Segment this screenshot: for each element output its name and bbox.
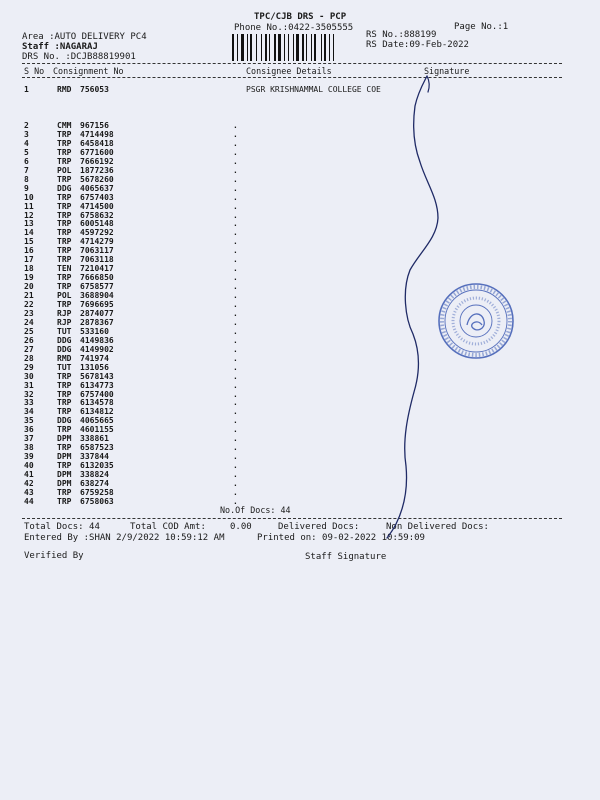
row-consignment-number: 7063118 — [80, 255, 114, 265]
row-prefix: TRP — [57, 461, 72, 471]
row-sno: 24 — [24, 317, 34, 327]
row-sno: 22 — [24, 300, 34, 309]
row-prefix: RJP — [57, 308, 72, 318]
row-consignment-number: 6134578 — [80, 398, 114, 408]
row-consignment-number: 338861 — [80, 434, 109, 444]
row-consignment-number: 6132035 — [80, 461, 114, 471]
table-row — [0, 184, 600, 193]
row-consignment-number: 6757403 — [80, 192, 114, 202]
total-cod-label: Total COD Amt: — [130, 522, 206, 532]
row-consignment-number: 6758632 — [80, 210, 114, 220]
row-prefix: TRP — [57, 300, 72, 309]
row-consignee: . — [233, 246, 238, 256]
row-sno: 2 — [24, 121, 29, 130]
row-prefix: TRP — [57, 255, 72, 265]
row-sno: 14 — [24, 228, 34, 238]
row-prefix: TRP — [57, 398, 72, 408]
column-header-consignee: Consignee Details — [246, 66, 332, 76]
row-consignee: . — [233, 380, 238, 390]
row-sno: 20 — [24, 282, 34, 292]
table-row — [0, 166, 600, 175]
row-sno: 10 — [24, 192, 34, 202]
row-consignment-number: 5678143 — [80, 371, 114, 381]
table-row — [0, 390, 600, 399]
row-consignee: . — [233, 156, 238, 166]
row-consignment-number: 6758577 — [80, 282, 114, 292]
row-consignee: . — [233, 353, 238, 363]
row-consignment-number: 6134773 — [80, 380, 114, 390]
barcode-bar — [333, 34, 334, 61]
table-row — [0, 139, 600, 148]
row-prefix: TRP — [57, 156, 72, 166]
row-consignee: . — [233, 479, 238, 488]
row-sno: 15 — [24, 237, 34, 247]
barcode-bar — [241, 34, 244, 61]
row-consignment-number: 6587523 — [80, 443, 114, 453]
row-prefix: TRP — [57, 201, 72, 211]
row-prefix: TRP — [57, 496, 72, 506]
row-consignee: . — [233, 291, 238, 301]
table-row — [0, 148, 600, 157]
row-consignee: . — [233, 255, 238, 265]
table-row — [0, 398, 600, 407]
table-row — [0, 497, 600, 506]
row-consignee: . — [233, 174, 238, 184]
row-consignee: . — [233, 362, 238, 372]
row-consignment-number: 533160 — [80, 326, 109, 336]
row-consignment-number: 131056 — [80, 362, 109, 372]
row-consignee: . — [233, 317, 238, 327]
row-consignment-number: 6458418 — [80, 138, 114, 148]
column-header-sno: S No — [24, 66, 45, 76]
table-row — [0, 228, 600, 237]
row-consignment-number: 6771600 — [80, 147, 114, 157]
entered-by: Entered By :SHAN 2/9/2022 10:59:12 AM — [24, 533, 225, 543]
row-consignment-number: 338824 — [80, 470, 109, 480]
table-row — [0, 470, 600, 479]
table-row — [0, 202, 600, 211]
column-header-consignment: Consignment No — [53, 66, 124, 76]
row-consignment-number: 6757400 — [80, 389, 114, 399]
row-prefix: DPM — [57, 470, 72, 480]
row-sno: 33 — [24, 398, 34, 408]
row-consignment-number: 756053 — [80, 85, 109, 94]
barcode-bar — [274, 34, 276, 61]
phone-number: Phone No.:0422-3505555 — [234, 23, 354, 33]
row-consignment-number: 7063117 — [80, 246, 114, 256]
row-prefix: TRP — [57, 487, 72, 497]
row-sno: 36 — [24, 425, 34, 435]
table-row — [0, 219, 600, 228]
row-prefix: TRP — [57, 371, 72, 381]
table-row — [0, 488, 600, 497]
row-consignment-number: 741974 — [80, 353, 109, 363]
row-sno: 41 — [24, 470, 34, 480]
row-prefix: TEN — [57, 264, 72, 274]
row-consignee: . — [233, 416, 238, 426]
row-sno: 13 — [24, 219, 34, 229]
row-consignment-number: 4149836 — [80, 335, 114, 345]
table-row — [0, 175, 600, 184]
row-sno: 8 — [24, 174, 29, 184]
row-consignee: . — [233, 308, 238, 318]
row-sno: 7 — [24, 165, 29, 175]
table-row — [0, 237, 600, 246]
row-consignment-number: 6005148 — [80, 219, 114, 229]
row-prefix: TRP — [57, 407, 72, 417]
row-sno: 34 — [24, 407, 34, 417]
staff-signature-label: Staff Signature — [305, 552, 387, 562]
table-row — [0, 130, 600, 139]
drs-number: DRS No. :DCJB88819901 — [22, 52, 136, 62]
row-consignment-number: 337844 — [80, 452, 109, 462]
row-consignee: . — [233, 264, 238, 274]
row-prefix: TRP — [57, 129, 72, 139]
total-cod-amount: 0.00 — [230, 522, 252, 532]
table-row — [0, 381, 600, 390]
row-consignee: . — [233, 147, 238, 157]
row-prefix: TUT — [57, 326, 72, 336]
row-prefix: TRP — [57, 147, 72, 157]
table-row — [0, 157, 600, 166]
barcode-bar — [329, 34, 330, 61]
table-row — [0, 372, 600, 381]
barcode-bar — [288, 34, 289, 61]
row-sno: 42 — [24, 479, 34, 488]
barcode-bar — [256, 34, 257, 61]
total-docs: Total Docs: 44 — [24, 522, 100, 532]
table-row — [0, 255, 600, 264]
row-consignee: . — [233, 183, 238, 193]
row-prefix: TRP — [57, 389, 72, 399]
row-sno: 28 — [24, 353, 34, 363]
row-prefix: TRP — [57, 228, 72, 238]
barcode-bar — [324, 34, 326, 61]
barcode-bar — [311, 34, 312, 61]
table-row — [0, 434, 600, 443]
document-title: TPC/CJB DRS - PCP — [254, 12, 347, 22]
barcode-bar — [232, 34, 234, 61]
row-prefix: DPM — [57, 434, 72, 444]
table-row — [0, 211, 600, 220]
row-sno: 26 — [24, 335, 34, 345]
barcode-bar — [269, 34, 270, 61]
table-row — [0, 407, 600, 416]
barcode-bar — [314, 34, 316, 61]
row-consignee: . — [233, 237, 238, 247]
row-prefix: TRP — [57, 425, 72, 435]
barcode-bar — [250, 34, 252, 61]
row-consignee: PSGR KRISHNAMMAL COLLEGE COE — [246, 85, 381, 94]
row-consignee: . — [233, 470, 238, 480]
row-sno: 39 — [24, 452, 34, 462]
row-consignment-number: 4714279 — [80, 237, 114, 247]
row-sno: 43 — [24, 487, 34, 497]
row-sno: 11 — [24, 201, 34, 211]
row-sno: 18 — [24, 264, 34, 274]
delivered-docs: Delivered Docs: — [278, 522, 360, 532]
row-sno: 21 — [24, 291, 34, 301]
row-consignee: . — [233, 398, 238, 408]
header-divider — [22, 63, 562, 64]
row-prefix: TRP — [57, 273, 72, 283]
row-consignee: . — [233, 228, 238, 238]
row-prefix: TRP — [57, 246, 72, 256]
row-consignment-number: 7666192 — [80, 156, 114, 166]
row-consignment-number: 4601155 — [80, 425, 114, 435]
row-consignment-number: 638274 — [80, 479, 109, 488]
barcode-bar — [321, 34, 322, 61]
row-consignment-number: 6759258 — [80, 487, 114, 497]
row-consignee: . — [233, 344, 238, 354]
row-consignment-number: 7210417 — [80, 264, 114, 274]
table-row — [0, 85, 600, 94]
table-row — [0, 363, 600, 372]
row-prefix: DDG — [57, 183, 72, 193]
row-consignee: . — [233, 371, 238, 381]
footer-divider — [22, 518, 562, 519]
row-consignment-number: 7696695 — [80, 300, 114, 309]
row-sno: 5 — [24, 147, 29, 157]
row-sno: 25 — [24, 326, 34, 336]
row-consignment-number: 7666850 — [80, 273, 114, 283]
row-sno: 37 — [24, 434, 34, 444]
row-prefix: TRP — [57, 192, 72, 202]
barcode-bar — [261, 34, 262, 61]
row-sno: 6 — [24, 156, 29, 166]
barcode-bar — [302, 34, 304, 61]
row-sno: 31 — [24, 380, 34, 390]
row-prefix: DPM — [57, 479, 72, 488]
rs-date: RS Date:09-Feb-2022 — [366, 40, 469, 50]
barcode-bar — [278, 34, 281, 61]
row-consignee: . — [233, 282, 238, 292]
row-prefix: TUT — [57, 362, 72, 372]
row-sno: 1 — [24, 85, 29, 94]
barcode-icon — [232, 34, 358, 61]
row-sno: 40 — [24, 461, 34, 471]
row-consignment-number: 2878367 — [80, 317, 114, 327]
row-consignment-number: 6134812 — [80, 407, 114, 417]
row-prefix: TRP — [57, 138, 72, 148]
barcode-bar — [306, 34, 307, 61]
row-consignee: . — [233, 461, 238, 471]
row-consignment-number: 1877236 — [80, 165, 114, 175]
row-prefix: TRP — [57, 210, 72, 220]
row-consignee: . — [233, 165, 238, 175]
rs-number: RS No.:888199 — [366, 30, 437, 40]
barcode-bar — [296, 34, 299, 61]
table-row — [0, 121, 600, 130]
row-consignee: . — [233, 496, 238, 506]
page-number: Page No.:1 — [454, 22, 509, 32]
row-consignment-number: 4149902 — [80, 344, 114, 354]
row-sno: 27 — [24, 344, 34, 354]
row-consignee: . — [233, 129, 238, 139]
row-sno: 12 — [24, 210, 34, 220]
row-consignee: . — [233, 425, 238, 435]
row-consignment-number: 6758063 — [80, 496, 114, 506]
table-row — [0, 452, 600, 461]
row-prefix: TRP — [57, 237, 72, 247]
row-consignee: . — [233, 407, 238, 417]
staff-label: Staff :NAGARAJ — [22, 42, 98, 52]
row-consignee: . — [233, 434, 238, 444]
column-header-signature: Signature — [424, 66, 470, 76]
row-sno: 38 — [24, 443, 34, 453]
row-sno: 23 — [24, 308, 34, 318]
verified-by: Verified By — [24, 551, 84, 561]
table-row — [0, 264, 600, 273]
row-sno: 35 — [24, 416, 34, 426]
row-consignment-number: 2874077 — [80, 308, 114, 318]
row-prefix: TRP — [57, 174, 72, 184]
row-consignee: . — [233, 219, 238, 229]
row-consignment-number: 967156 — [80, 121, 109, 130]
row-prefix: DDG — [57, 416, 72, 426]
row-prefix: TRP — [57, 219, 72, 229]
row-prefix: DDG — [57, 335, 72, 345]
table-row — [0, 425, 600, 434]
barcode-bar — [265, 34, 267, 61]
row-prefix: CMM — [57, 121, 72, 130]
table-row — [0, 461, 600, 470]
row-prefix: TRP — [57, 282, 72, 292]
row-sno: 9 — [24, 183, 29, 193]
row-consignee: . — [233, 452, 238, 462]
row-sno: 3 — [24, 129, 29, 139]
table-row — [0, 193, 600, 202]
row-consignee: . — [233, 487, 238, 497]
row-consignee: . — [233, 335, 238, 345]
row-consignee: . — [233, 443, 238, 453]
table-row — [0, 246, 600, 255]
row-sno: 29 — [24, 362, 34, 372]
row-sno: 30 — [24, 371, 34, 381]
row-consignment-number: 4714498 — [80, 129, 114, 139]
row-consignee: . — [233, 121, 238, 130]
non-delivered-docs: Non Delivered Docs: — [386, 522, 489, 532]
row-sno: 32 — [24, 389, 34, 399]
no-of-docs: No.Of Docs: 44 — [220, 505, 291, 515]
row-prefix: POL — [57, 291, 72, 301]
area-label: Area :AUTO DELIVERY PC4 — [22, 32, 147, 42]
table-row — [0, 479, 600, 488]
row-consignee: . — [233, 273, 238, 283]
row-sno: 17 — [24, 255, 34, 265]
table-row — [0, 443, 600, 452]
row-sno: 4 — [24, 138, 29, 148]
barcode-bar — [293, 34, 294, 61]
barcode-bar — [237, 34, 238, 61]
office-stamp-icon — [436, 281, 516, 361]
barcode-bar — [247, 34, 248, 61]
row-consignment-number: 4065637 — [80, 183, 114, 193]
row-sno: 16 — [24, 246, 34, 256]
row-consignee: . — [233, 138, 238, 148]
row-consignment-number: 4597292 — [80, 228, 114, 238]
row-prefix: TRP — [57, 380, 72, 390]
row-consignee: . — [233, 389, 238, 399]
row-sno: 19 — [24, 273, 34, 283]
row-prefix: RMD — [57, 85, 72, 94]
row-prefix: RJP — [57, 317, 72, 327]
row-consignee: . — [233, 300, 238, 309]
row-prefix: DDG — [57, 344, 72, 354]
row-consignment-number: 4714500 — [80, 201, 114, 211]
column-divider — [22, 77, 562, 78]
row-consignee: . — [233, 192, 238, 202]
row-prefix: POL — [57, 165, 72, 175]
barcode-bar — [284, 34, 285, 61]
row-consignee: . — [233, 201, 238, 211]
row-consignee: . — [233, 326, 238, 336]
row-consignee: . — [233, 210, 238, 220]
row-consignment-number: 5678260 — [80, 174, 114, 184]
row-consignment-number: 3688904 — [80, 291, 114, 301]
row-prefix: DPM — [57, 452, 72, 462]
row-prefix: RMD — [57, 353, 72, 363]
printed-on: Printed on: 09-02-2022 10:59:09 — [257, 533, 425, 543]
row-sno: 44 — [24, 496, 34, 506]
row-consignment-number: 4065665 — [80, 416, 114, 426]
table-row — [0, 416, 600, 425]
row-prefix: TRP — [57, 443, 72, 453]
